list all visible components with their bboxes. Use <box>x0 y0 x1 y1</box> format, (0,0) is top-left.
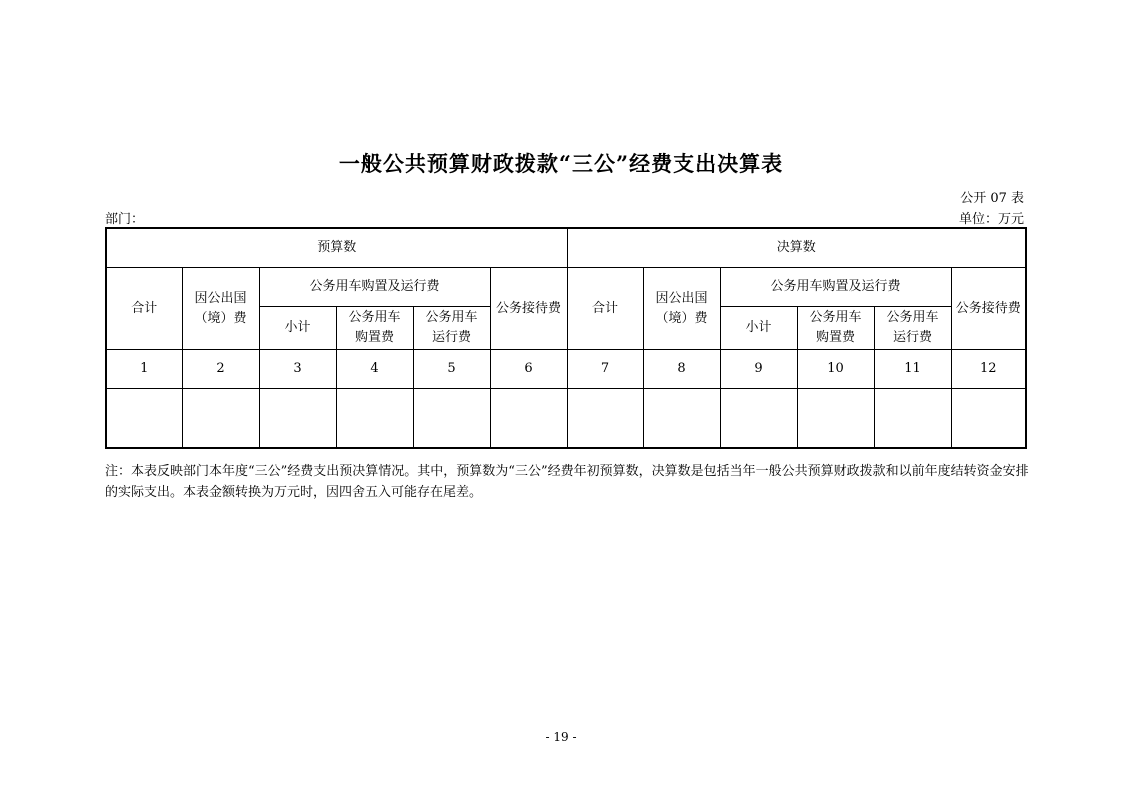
budget-vehicle-operation-header <box>413 307 490 350</box>
final-vehicle-operation-line2: 运行费 <box>893 330 933 345</box>
data-cell <box>720 389 797 449</box>
budget-vehicle-group-header: 公务用车购置及运行费 <box>259 268 490 307</box>
data-cell <box>797 389 874 449</box>
data-cell <box>413 389 490 449</box>
index-cell: 5 <box>413 350 490 389</box>
index-cell: 9 <box>720 350 797 389</box>
index-cell: 7 <box>567 350 643 389</box>
final-vehicle-purchase-header <box>797 307 874 350</box>
department-label: 部门： <box>105 212 145 227</box>
final-reception-header: 公务接待费 <box>951 268 1026 350</box>
index-cell: 3 <box>259 350 336 389</box>
data-cell <box>259 389 336 449</box>
index-cell: 11 <box>874 350 951 389</box>
index-row <box>106 350 1026 389</box>
budget-vehicle-operation-line1: 公务用车 <box>425 310 478 325</box>
budget-abroad-header-line1: 因公出国 <box>194 290 247 306</box>
table-note: 注：本表反映部门本年度“三公”经费支出预决算情况。其中，预算数为“三公”经费年初预算数，决算数是包括当年一般公共预算财政拨款和以前年度结转资金安排的实际支出。本表金额转换为万元时，因四舍五入可能存在尾差。 <box>105 464 1029 500</box>
budget-vehicle-purchase-header <box>336 307 413 350</box>
page-number: - 19 - <box>545 730 577 744</box>
data-cell <box>336 389 413 449</box>
budget-vehicle-purchase-line2: 购置费 <box>354 330 394 345</box>
data-cell <box>490 389 567 449</box>
expenditure-table <box>105 227 1027 449</box>
final-vehicle-operation-header <box>874 307 951 350</box>
data-cell <box>643 389 720 449</box>
budget-reception-header: 公务接待费 <box>490 268 567 350</box>
data-row <box>106 389 1026 449</box>
final-vehicle-purchase-line1: 公务用车 <box>809 310 862 325</box>
budget-abroad-header-line2: （境）费 <box>194 310 247 326</box>
index-cell: 2 <box>182 350 259 389</box>
budget-abroad-header <box>182 268 259 350</box>
final-abroad-header-line1: 因公出国 <box>655 290 708 306</box>
data-cell <box>874 389 951 449</box>
index-cell: 6 <box>490 350 567 389</box>
index-cell: 4 <box>336 350 413 389</box>
budget-vehicle-operation-line2: 运行费 <box>431 330 471 345</box>
final-vehicle-purchase-line2: 购置费 <box>816 330 856 345</box>
data-cell <box>182 389 259 449</box>
final-abroad-header-line2: （境）费 <box>655 310 708 326</box>
index-cell: 8 <box>643 350 720 389</box>
index-cell: 1 <box>106 350 182 389</box>
index-cell: 12 <box>951 350 1026 389</box>
budget-subtotal-header: 小计 <box>259 307 336 350</box>
final-subtotal-header: 小计 <box>720 307 797 350</box>
data-cell <box>567 389 643 449</box>
data-cell <box>106 389 182 449</box>
form-number: 公开 07 表 <box>960 191 1024 206</box>
page-title: 一般公共预算财政拨款“三公”经费支出决算表 <box>338 151 784 176</box>
final-group-header: 决算数 <box>567 228 1026 268</box>
data-cell <box>951 389 1026 449</box>
final-vehicle-group-header: 公务用车购置及运行费 <box>720 268 951 307</box>
unit-label: 单位：万元 <box>958 212 1024 227</box>
budget-total-header: 合计 <box>106 268 182 350</box>
final-abroad-header <box>643 268 720 350</box>
final-total-header: 合计 <box>567 268 643 350</box>
final-vehicle-operation-line1: 公务用车 <box>886 310 939 325</box>
index-cell: 10 <box>797 350 874 389</box>
budget-vehicle-purchase-line1: 公务用车 <box>348 310 401 325</box>
budget-group-header: 预算数 <box>106 228 567 268</box>
